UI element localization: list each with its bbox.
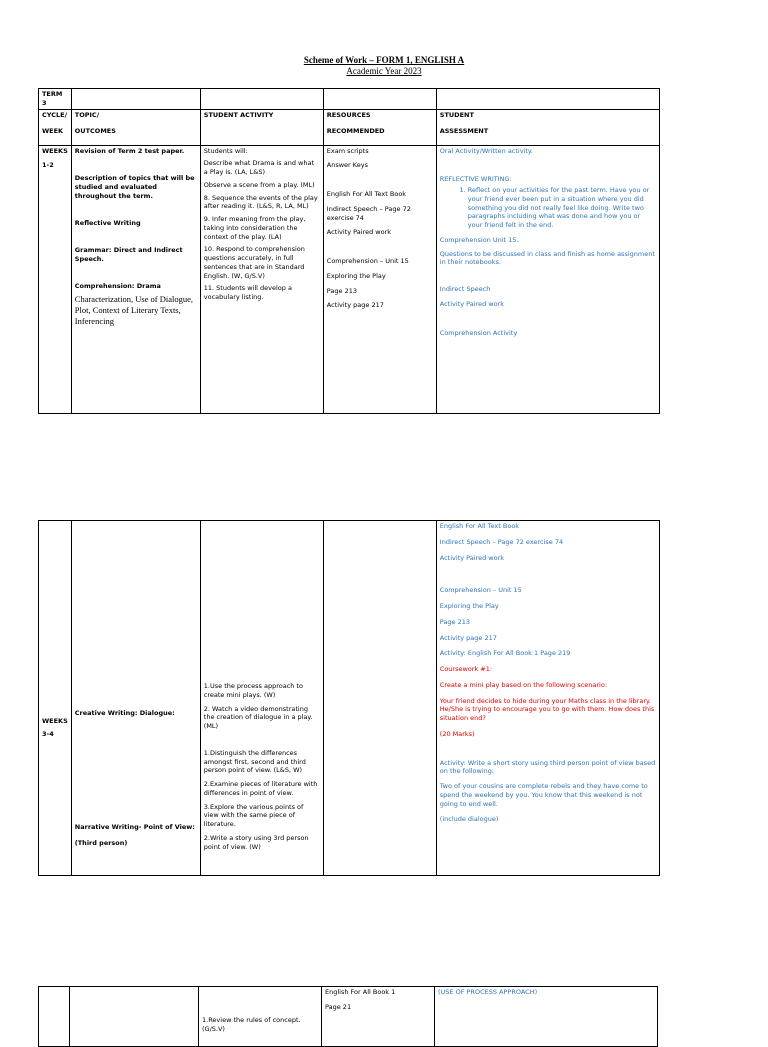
resources-cell-2 xyxy=(323,521,436,876)
assessment-item: Activity: English For All Book 1 Page 219 xyxy=(439,649,571,658)
assessment-item: (USE OF PROCESS APPROACH) xyxy=(438,988,538,996)
topic-comprehension: Comprehension: Drama xyxy=(74,281,161,290)
topics-cell-partial xyxy=(70,987,199,1047)
topics-cell-2 xyxy=(71,521,200,876)
activities-cell-partial xyxy=(199,987,322,1047)
term-label: TERM 3 xyxy=(39,89,72,110)
week-cell-partial xyxy=(39,987,70,1047)
header-student-assessment: STUDENT ASSESSMENT xyxy=(436,109,659,145)
assessment-cell xyxy=(436,145,659,413)
week-cell-1-2: WEEKS 1-2 xyxy=(39,145,72,413)
assessment-item: Comprehension Activity xyxy=(439,328,518,337)
activity-intro: Students will: xyxy=(203,146,248,155)
resources-cell-partial xyxy=(322,987,435,1047)
activity-item: 10. Respond to comprehension questions accurately, in full sentences that are in Standard English. (W, G/S.V) xyxy=(203,245,305,280)
assessment-item: Questions to be discussed in class and finish as home assignment in their notebooks. xyxy=(439,249,655,267)
scheme-table-partial xyxy=(38,986,658,1047)
assessment-item: Indirect Speech xyxy=(439,285,491,294)
assessment-item: Activity: Write a short story using third person point of view based on the following: xyxy=(439,758,656,776)
topic-description: Description of topics that will be studied and evaluated throughout the term. xyxy=(74,174,195,200)
assessment-reflective-heading: REFLECTIVE WRITING: xyxy=(439,175,512,184)
header-student-activity: STUDENT ACTIVITY xyxy=(200,109,323,145)
resource-item: Activity Paired work xyxy=(326,228,392,237)
resource-item: Indirect Speech – Page 72 exercise 74 xyxy=(326,204,411,222)
assessment-item: (include dialogue) xyxy=(439,814,499,823)
assessment-item: Activity Paired work xyxy=(439,299,505,308)
resource-item: Comprehension – Unit 15 xyxy=(326,257,409,266)
document-title: Scheme of Work – FORM 1, ENGLISH A xyxy=(303,55,465,65)
resource-item: Page 213 xyxy=(326,286,357,295)
topic-revision: Revision of Term 2 test paper. xyxy=(74,146,185,155)
topics-cell xyxy=(71,145,200,413)
activity-item: 1.Review the rules of concept. (G/S.V) xyxy=(202,1016,301,1033)
activities-cell xyxy=(200,145,323,413)
activity-item: 3.Explore the various points of view with the same piece of literature. xyxy=(203,802,304,829)
assessment-item: Exploring the Play xyxy=(439,602,499,611)
topic-grammar: Grammar: Direct and Indirect Speech. xyxy=(74,246,183,264)
topic-reflective: Reflective Writing xyxy=(74,218,141,227)
assessment-cell-2 xyxy=(436,521,659,876)
resource-item: Exam scripts xyxy=(326,146,369,155)
header-resources: RESOURCES RECOMMENDED xyxy=(323,109,436,145)
activity-item: 11. Students will develop a vocabulary listing. xyxy=(203,284,292,302)
topic-creative-writing: Creative Writing: Dialogue: xyxy=(74,709,175,717)
resources-cell xyxy=(323,145,436,413)
assessment-item: English For All Text Book xyxy=(439,522,520,530)
resource-item: Activity page 217 xyxy=(326,301,384,310)
reflective-task: 1. Reflect on your activities for the past term. Have you or your friend ever been put in a situation where you did something you did not really feel like doing. Write two paragraphs including what was done and how you or your friend felt in the end. xyxy=(468,186,656,230)
resource-item: Page 21 xyxy=(325,1002,352,1011)
resource-item: Answer Keys xyxy=(326,161,368,170)
assessment-item: Activity Paired work xyxy=(439,553,505,562)
resource-item: Exploring the Play xyxy=(326,271,386,280)
header-cycle-week: CYCLE/ WEEK xyxy=(39,109,72,145)
coursework-marks: (20 Marks) xyxy=(439,729,475,738)
document-subtitle: Academic Year 2023 xyxy=(346,66,422,76)
assessment-item: Two of your cousins are complete rebels and they have come to spend the weekend by you. You know that this weekend is not going to end well. xyxy=(439,782,648,808)
week-cell-3-4: WEEKS 3-4 xyxy=(39,521,72,876)
coursework-heading: Coursework #1: xyxy=(439,665,493,674)
assessment-item: Page 213 xyxy=(439,617,470,626)
assessment-item: Activity page 217 xyxy=(439,633,497,642)
topic-comprehension-detail: Characterization, Use of Dialogue, Plot, Context of Literary Texts, Inferencing xyxy=(74,293,194,326)
activity-item: 1.Use the process approach to create mini plays. (W) xyxy=(203,682,303,699)
reflective-task-list xyxy=(440,186,656,230)
activity-item: 9. Infer meaning from the play, taking into consideration the context of the play. (LA) xyxy=(203,215,306,241)
resource-item: English For All Text Book xyxy=(326,190,407,199)
scheme-table-weeks-3-4 xyxy=(38,520,660,876)
activity-item: Describe what Drama is and what a Play is. (LA, L&S) xyxy=(203,159,315,177)
activity-item: 2.Examine pieces of literature with differences in point of view. xyxy=(203,780,318,797)
header-topic-outcomes: TOPIC/ OUTCOMES xyxy=(71,109,200,145)
topic-narrative-sub: (Third person) xyxy=(74,838,128,847)
activity-item: 1.Distinguish the differences amongst first, second and third person point of view. (L&S, W) xyxy=(203,748,306,775)
topic-narrative-writing: Narrative Writing- Point of View: xyxy=(74,822,195,831)
activity-item: Observe a scene from a play. (ML) xyxy=(203,180,315,189)
resource-item: English For All Book 1 xyxy=(325,988,396,996)
scheme-table-term3 xyxy=(38,88,660,414)
coursework-item: Your friend decides to hide during your Maths class in the library. He/She is trying to encourage you to go with them. How does this situation end? xyxy=(439,696,655,723)
assessment-item: Indirect Speech – Page 72 exercise 74 xyxy=(439,537,564,546)
coursework-item: Create a mini play based on the following scenario: xyxy=(439,680,608,689)
activity-item: 2. Watch a video demonstrating the creation of dialogue in a play. (ML) xyxy=(203,704,313,731)
assessment-cell-partial xyxy=(435,987,658,1047)
assessment-item: Comprehension Unit 15. xyxy=(439,235,519,244)
activity-item: 2.Write a story using 3rd person point of view. (W) xyxy=(203,833,309,851)
activity-item: 8. Sequence the events of the play after reading it. (L&S, R, LA, ML) xyxy=(203,193,318,211)
activities-cell-2 xyxy=(200,521,323,876)
assessment-oral: Oral Activity/Written activity. xyxy=(439,146,533,155)
assessment-item: Comprehension – Unit 15 xyxy=(439,586,522,595)
